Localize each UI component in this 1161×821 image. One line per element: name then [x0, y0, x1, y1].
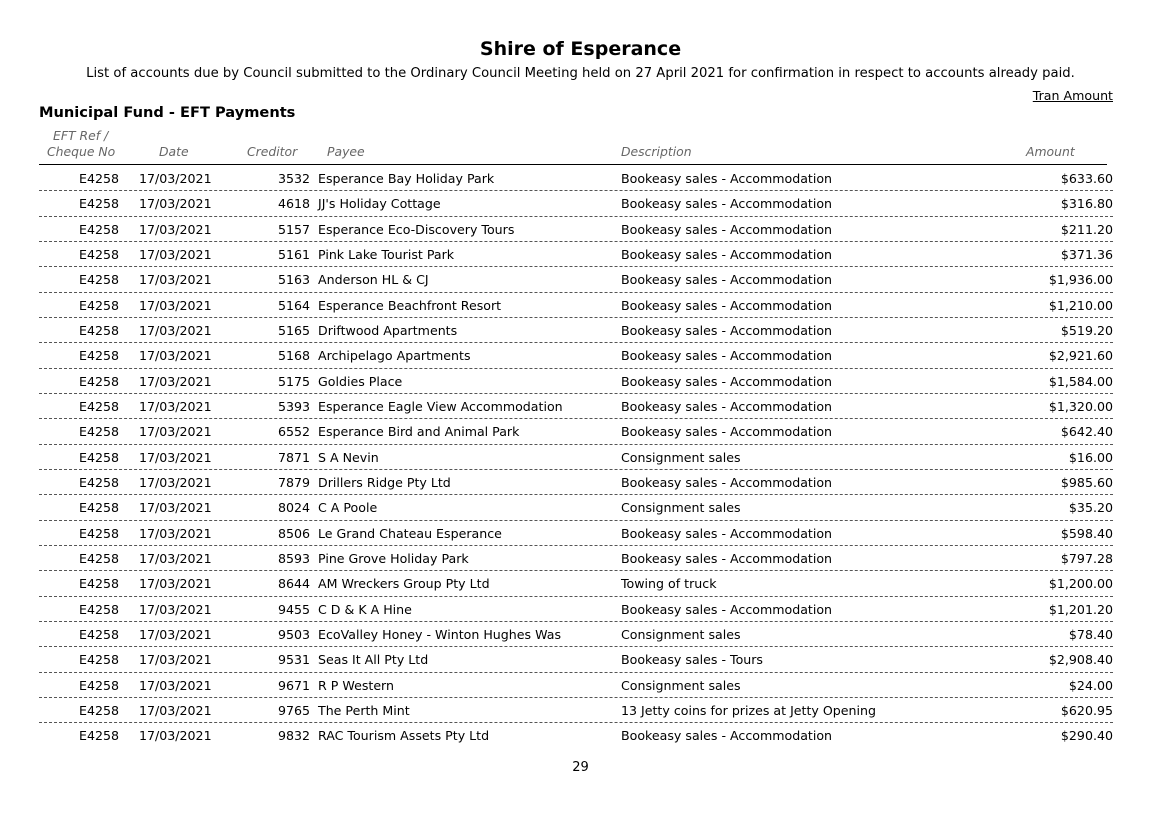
cell-date: 17/03/2021	[139, 272, 212, 288]
cell-amount: $2,908.40	[1048, 652, 1113, 668]
cell-amount: $519.20	[1060, 322, 1113, 338]
cell-ref: E4258	[79, 550, 120, 566]
cell-payee: Anderson HL & CJ	[318, 272, 429, 288]
cell-description: 13 Jetty coins for prizes at Jetty Opening	[621, 702, 876, 718]
cell-payee: C A Poole	[318, 500, 378, 516]
cell-amount: $35.20	[1068, 500, 1113, 516]
cell-date: 17/03/2021	[139, 500, 212, 516]
cell-date: 17/03/2021	[139, 196, 212, 212]
cell-date: 17/03/2021	[139, 601, 212, 617]
cell-creditor: 5165	[277, 322, 310, 338]
cell-amount: $797.28	[1060, 550, 1113, 566]
cell-creditor: 6552	[277, 424, 310, 440]
cell-payee: Driftwood Apartments	[318, 322, 458, 338]
table-row	[39, 698, 1113, 723]
table-row	[39, 242, 1113, 267]
cell-ref: E4258	[79, 322, 120, 338]
cell-payee: AM Wreckers Group Pty Ltd	[318, 576, 490, 592]
cell-payee: S A Nevin	[318, 449, 379, 465]
payments-table	[39, 166, 1113, 748]
cell-date: 17/03/2021	[139, 702, 212, 718]
cell-date: 17/03/2021	[139, 398, 212, 414]
table-row	[39, 166, 1113, 191]
cell-creditor: 7871	[277, 449, 310, 465]
cell-date: 17/03/2021	[139, 626, 212, 642]
cell-date: 17/03/2021	[139, 424, 212, 440]
cell-ref: E4258	[79, 272, 120, 288]
cell-date: 17/03/2021	[139, 221, 212, 237]
cell-payee: Pink Lake Tourist Park	[318, 246, 455, 262]
cell-ref: E4258	[79, 373, 120, 389]
page-number: 29	[572, 760, 589, 775]
cell-ref: E4258	[79, 500, 120, 516]
cell-creditor: 9671	[277, 677, 310, 693]
cell-ref: E4258	[79, 576, 120, 592]
cell-description: Towing of truck	[621, 576, 717, 592]
header-description: Description	[621, 144, 692, 159]
cell-amount: $1,210.00	[1048, 297, 1113, 313]
cell-creditor: 8506	[277, 525, 310, 541]
header-date: Date	[159, 144, 189, 159]
cell-ref: E4258	[79, 677, 120, 693]
cell-ref: E4258	[79, 221, 120, 237]
cell-description: Bookeasy sales - Accommodation	[621, 322, 833, 338]
cell-amount: $598.40	[1060, 525, 1113, 541]
cell-creditor: 8593	[277, 550, 310, 566]
cell-amount: $316.80	[1060, 196, 1113, 212]
cell-date: 17/03/2021	[139, 474, 212, 490]
cell-payee: Esperance Beachfront Resort	[318, 297, 502, 313]
cell-ref: E4258	[79, 702, 120, 718]
cell-ref: E4258	[79, 246, 120, 262]
cell-creditor: 5164	[277, 297, 310, 313]
cell-description: Bookeasy sales - Accommodation	[621, 373, 833, 389]
header-ref-line1: EFT Ref /	[53, 128, 109, 143]
cell-amount: $16.00	[1068, 449, 1113, 465]
cell-creditor: 4618	[277, 196, 310, 212]
cell-payee: EcoValley Honey - Winton Hughes Was	[318, 626, 562, 642]
table-row	[39, 217, 1113, 242]
cell-amount: $78.40	[1068, 626, 1113, 642]
section-title: Municipal Fund - EFT Payments	[39, 104, 296, 121]
page-subtitle: List of accounts due by Council submitted to the Ordinary Council Meeting held on 27 April 2021 for confirmation in respect to accounts already paid.	[86, 66, 1075, 81]
cell-date: 17/03/2021	[139, 576, 212, 592]
table-row	[39, 546, 1113, 571]
tran-amount-link[interactable]: Tran Amount	[1032, 88, 1113, 103]
cell-payee: Seas It All Pty Ltd	[318, 652, 429, 668]
cell-date: 17/03/2021	[139, 652, 212, 668]
cell-creditor: 5161	[277, 246, 310, 262]
table-header	[39, 128, 1107, 165]
cell-payee: Esperance Eco-Discovery Tours	[318, 221, 515, 237]
cell-creditor: 5163	[277, 272, 310, 288]
table-row	[39, 419, 1113, 444]
cell-payee: Esperance Bird and Animal Park	[318, 424, 520, 440]
cell-ref: E4258	[79, 424, 120, 440]
table-row	[39, 293, 1113, 318]
cell-date: 17/03/2021	[139, 550, 212, 566]
cell-ref: E4258	[79, 626, 120, 642]
cell-date: 17/03/2021	[139, 348, 212, 364]
header-ref-line2: Cheque No	[47, 144, 116, 159]
cell-creditor: 8024	[277, 500, 310, 516]
cell-date: 17/03/2021	[139, 677, 212, 693]
cell-ref: E4258	[79, 728, 120, 744]
cell-amount: $1,320.00	[1048, 398, 1113, 414]
cell-ref: E4258	[79, 449, 120, 465]
cell-creditor: 8644	[277, 576, 310, 592]
cell-date: 17/03/2021	[139, 322, 212, 338]
cell-payee: Pine Grove Holiday Park	[318, 550, 469, 566]
cell-description: Bookeasy sales - Accommodation	[621, 348, 833, 364]
cell-date: 17/03/2021	[139, 171, 212, 186]
table-row	[39, 470, 1113, 495]
cell-ref: E4258	[79, 297, 120, 313]
cell-creditor: 5168	[277, 348, 310, 364]
table-row	[39, 445, 1113, 470]
table-row	[39, 571, 1113, 596]
cell-payee: R P Western	[318, 677, 394, 693]
cell-amount: $633.60	[1060, 171, 1113, 186]
cell-ref: E4258	[79, 171, 120, 186]
cell-creditor: 9531	[277, 652, 310, 668]
cell-creditor: 9503	[277, 626, 310, 642]
cell-description: Bookeasy sales - Accommodation	[621, 525, 833, 541]
header-creditor: Creditor	[247, 144, 298, 159]
table-row	[39, 723, 1113, 747]
cell-payee: RAC Tourism Assets Pty Ltd	[318, 728, 490, 744]
cell-amount: $2,921.60	[1048, 348, 1113, 364]
cell-date: 17/03/2021	[139, 373, 212, 389]
cell-creditor: 9455	[277, 601, 310, 617]
cell-amount: $1,200.00	[1048, 576, 1113, 592]
cell-description: Bookeasy sales - Accommodation	[621, 297, 833, 313]
cell-description: Consignment sales	[621, 449, 741, 465]
cell-ref: E4258	[79, 196, 120, 212]
cell-description: Bookeasy sales - Accommodation	[621, 221, 833, 237]
table-row	[39, 191, 1113, 216]
cell-description: Bookeasy sales - Accommodation	[621, 171, 833, 186]
table-row	[39, 597, 1113, 622]
cell-amount: $290.40	[1060, 728, 1113, 744]
table-row	[39, 647, 1113, 672]
cell-payee: Goldies Place	[318, 373, 403, 389]
cell-description: Consignment sales	[621, 626, 741, 642]
cell-payee: Le Grand Chateau Esperance	[318, 525, 502, 541]
table-row	[39, 318, 1113, 343]
cell-description: Bookeasy sales - Accommodation	[621, 424, 833, 440]
cell-amount: $1,584.00	[1048, 373, 1113, 389]
cell-payee: The Perth Mint	[318, 702, 410, 718]
cell-amount: $1,936.00	[1048, 272, 1113, 288]
cell-amount: $211.20	[1060, 221, 1113, 237]
cell-creditor: 5157	[277, 221, 310, 237]
cell-amount: $371.36	[1060, 246, 1113, 262]
cell-payee: JJ's Holiday Cottage	[318, 196, 441, 212]
cell-creditor: 9832	[277, 728, 310, 744]
cell-description: Consignment sales	[621, 500, 741, 516]
cell-date: 17/03/2021	[139, 525, 212, 541]
page-title: Shire of Esperance	[479, 38, 682, 60]
cell-ref: E4258	[79, 652, 120, 668]
cell-creditor: 3532	[277, 171, 310, 186]
cell-description: Bookeasy sales - Accommodation	[621, 272, 833, 288]
cell-description: Bookeasy sales - Accommodation	[621, 550, 833, 566]
cell-description: Bookeasy sales - Accommodation	[621, 246, 833, 262]
cell-ref: E4258	[79, 601, 120, 617]
cell-description: Bookeasy sales - Accommodation	[621, 474, 833, 490]
cell-creditor: 7879	[277, 474, 310, 490]
table-row	[39, 343, 1113, 368]
cell-date: 17/03/2021	[139, 449, 212, 465]
cell-description: Consignment sales	[621, 677, 741, 693]
cell-date: 17/03/2021	[139, 728, 212, 744]
cell-ref: E4258	[79, 348, 120, 364]
cell-description: Bookeasy sales - Accommodation	[621, 196, 833, 212]
cell-amount: $1,201.20	[1048, 601, 1113, 617]
header-amount: Amount	[1026, 144, 1075, 159]
cell-amount: $24.00	[1068, 677, 1113, 693]
cell-payee: Drillers Ridge Pty Ltd	[318, 474, 451, 490]
table-row	[39, 622, 1113, 647]
cell-date: 17/03/2021	[139, 246, 212, 262]
cell-ref: E4258	[79, 474, 120, 490]
table-row	[39, 495, 1113, 520]
cell-amount: $985.60	[1060, 474, 1113, 490]
cell-creditor: 9765	[277, 702, 310, 718]
cell-description: Bookeasy sales - Tours	[621, 652, 763, 668]
cell-ref: E4258	[79, 398, 120, 414]
cell-payee: Esperance Bay Holiday Park	[318, 171, 495, 186]
header-payee: Payee	[327, 144, 365, 159]
cell-creditor: 5175	[277, 373, 310, 389]
cell-creditor: 5393	[277, 398, 310, 414]
table-row	[39, 673, 1113, 698]
cell-amount: $642.40	[1060, 424, 1113, 440]
cell-description: Bookeasy sales - Accommodation	[621, 601, 833, 617]
table-row	[39, 521, 1113, 546]
table-row	[39, 394, 1113, 419]
cell-description: Bookeasy sales - Accommodation	[621, 398, 833, 414]
cell-payee: C D & K A Hine	[318, 601, 412, 617]
cell-ref: E4258	[79, 525, 120, 541]
cell-amount: $620.95	[1060, 702, 1113, 718]
cell-payee: Archipelago Apartments	[318, 348, 471, 364]
cell-payee: Esperance Eagle View Accommodation	[318, 398, 563, 414]
cell-date: 17/03/2021	[139, 297, 212, 313]
cell-description: Bookeasy sales - Accommodation	[621, 728, 833, 744]
table-row	[39, 369, 1113, 394]
table-row	[39, 267, 1113, 292]
